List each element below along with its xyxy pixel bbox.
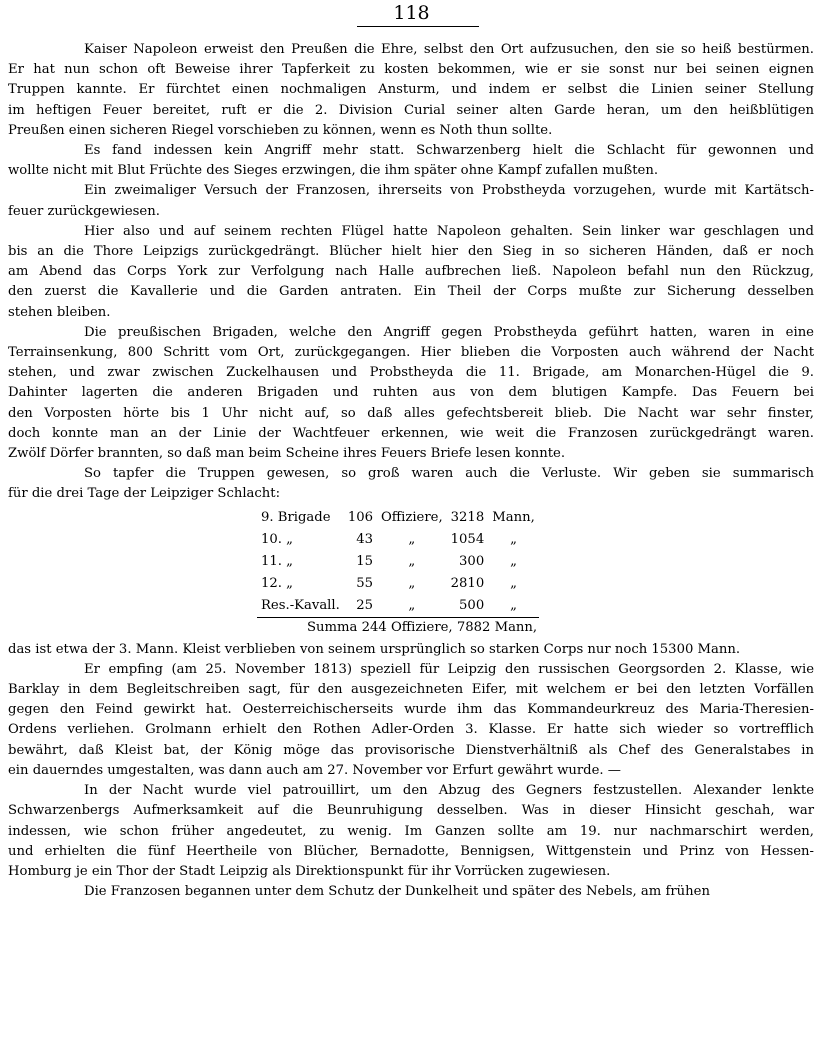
table-cell-men: 300: [459, 553, 485, 569]
table-cell-officers: 43: [356, 531, 373, 547]
text-line: Die Franzosen begannen unter dem Schutz der Dunkelheit und später des Nebels, am frühen: [84, 884, 710, 900]
text-line: am Abend das Corps York zur Verfolgung nach Halle aufbrechen ließ. Napoleon befahl nun den Rückzug,: [8, 264, 814, 280]
text-line: bis an die Thore Leipzigs zurückgedrängt. Blücher hielt hier den Sieg in so sicheren Händen, daß er noch: [8, 244, 814, 260]
text-line: ein dauerndes umgestalten, was dann auch am 27. November vor Erfurt gewährt wurde. —: [8, 762, 621, 778]
table-cell-officers-word: „: [408, 553, 416, 569]
page-number-rule: [357, 26, 479, 27]
losses-sum: Summa 244 Offiziere, 7882 Mann,: [307, 619, 538, 635]
text-line: Er empfing (am 25. November 1813) speziell für Leipzig den russischen Georgsorden 2. Klasse, wie: [84, 661, 814, 677]
text-line: den zuerst die Kavallerie und die Garden antraten. Ein Theil der Corps mußte zur Sicherung desselben: [8, 284, 814, 300]
table-row: [257, 529, 539, 551]
table-cell-officers-word: „: [408, 575, 416, 591]
text-line: Zwölf Dörfer brannten, so daß man beim Scheine ihres Feuers Briefe lesen konnte.: [8, 446, 566, 462]
text-line: Preußen einen sicheren Riegel vorschieben zu können, wenn es Noth thun sollte.: [8, 122, 553, 138]
text-line: für die drei Tage der Leipziger Schlacht:: [8, 486, 281, 502]
table-cell-men-word: „: [510, 597, 517, 613]
table-cell-unit: 9. Brigade: [261, 509, 331, 525]
text-line: das ist etwa der 3. Mann. Kleist verblieben von seinem ursprünglich so starken Corps nur noch 15300 Mann.: [8, 641, 741, 657]
text-line: wollte nicht mit Blut Früchte des Sieges erzwingen, die ihm später ohne Kampf zufallen mußten.: [8, 163, 659, 179]
paragraphs-top: [8, 40, 814, 505]
text-line: Terrainsenkung, 800 Schritt vom Ort, zurückgegangen. Hier blieben die Vorposten auch während der Nacht: [8, 345, 814, 361]
table-row: [257, 507, 539, 529]
text-line: bewährt, daß Kleist bat, der König möge das provisorische Dienstverhältniß als Chef des Generalstabes in: [8, 742, 814, 758]
text-line: den Vorposten hörte bis 1 Uhr nicht auf, so daß alles gefechtsbereit blieb. Die Nacht war sehr finster,: [8, 405, 814, 421]
text-line: Die preußischen Brigaden, welche den Angriff gegen Probstheyda geführt hatten, waren in eine: [84, 324, 814, 340]
text-line: Ordens verliehen. Grolmann erhielt den Rothen Adler-Orden 3. Klasse. Er hatte sich wieder so vortrefflich: [8, 722, 814, 738]
text-line: Hier also und auf seinem rechten Flügel hatte Napoleon gehalten. Sein linker war geschlagen und: [84, 223, 814, 239]
table-cell-officers-word: Offiziere,: [380, 509, 443, 525]
text-line: stehen, und zwar zwischen Zuckelhausen und Probstheyda die 11. Brigade, am Monarchen-Hügel die 9.: [8, 365, 814, 381]
table-cell-officers: 25: [356, 597, 373, 613]
table-cell-officers: 55: [356, 575, 373, 591]
table-cell-officers: 106: [347, 509, 373, 525]
table-cell-officers: 15: [356, 553, 373, 569]
text-line: indessen, wie schon früher angedeutet, zu wenig. Im Ganzen sollte am 19. nur nachmarschirt werden,: [8, 823, 814, 839]
body-text: [8, 40, 814, 902]
table-cell-officers-word: „: [408, 597, 416, 613]
text-line: gegen den Feind gewirkt hat. Oesterreichischerseits wurde ihm das Kommandeurkreuz des Maria-Theresien-: [8, 702, 814, 718]
table-cell-unit: 10. „: [261, 531, 293, 547]
text-line: Barklay in dem Begleitschreiben sagt, für den ausgezeichneten Eifer, mit welchem er bei den letzten Vorfällen: [8, 682, 814, 698]
table-cell-men: 3218: [450, 509, 485, 525]
table-cell-unit: 12. „: [261, 575, 293, 591]
text-line: Dahinter lagerten die anderen Brigaden und ruhten aus von dem blutigen Kampfe. Das Feuern bei: [8, 385, 814, 401]
table-cell-men: 1054: [450, 531, 485, 547]
text-line: im heftigen Feuer bereitet, ruft er die 2. Division Curial seiner alten Garde heran, um den heißblütigen: [8, 102, 814, 118]
table-row: [257, 551, 539, 573]
table-cell-men-word: Mann,: [492, 509, 535, 525]
text-line: Schwarzenbergs Aufmerksamkeit auf die Beunruhigung desselben. Was in dieser Hinsicht geschah, war: [8, 803, 814, 819]
page-number: 118: [393, 2, 430, 24]
text-line: Truppen kannte. Er fürchtet einen nochmaligen Ansturm, und indem er selbst die Linien seiner Stellung: [8, 82, 814, 98]
paragraphs-bottom: [8, 640, 814, 903]
text-line: doch konnte man an der Linie der Wachtfeuer erkennen, wie weit die Franzosen zurückgedrängt waren.: [8, 425, 814, 441]
text-line: In der Nacht wurde viel patrouillirt, um den Abzug des Gegners festzustellen. Alexander lenkte: [84, 783, 814, 799]
text-line: feuer zurückgewiesen.: [8, 203, 160, 219]
text-line: Kaiser Napoleon erweist den Preußen die Ehre, selbst den Ort aufzusuchen, den sie so heiß bestürmen.: [84, 42, 814, 57]
table-row: [257, 595, 539, 618]
text-line: Ein zweimaliger Versuch der Franzosen, ihrerseits von Probstheyda vorzugehen, wurde mit Kartätsch-: [84, 183, 814, 199]
table-cell-men-word: „: [510, 531, 517, 547]
table-cell-men: 2810: [450, 575, 485, 591]
table-cell-unit: 11. „: [261, 553, 293, 569]
text-line: und erhielten die fünf Heertheile von Blücher, Bernadotte, Bennigsen, Wittgenstein und Prinz von Hessen-: [8, 843, 814, 859]
table-cell-men-word: „: [510, 553, 517, 569]
text-line: Es fand indessen kein Angriff mehr statt. Schwarzenberg hielt die Schlacht für gewonnen und: [84, 143, 814, 159]
text-line: stehen bleiben.: [8, 304, 111, 320]
text-line: Homburg je ein Thor der Stadt Leipzig als Direktionspunkt für ihr Vorrücken zugewiesen.: [8, 863, 611, 879]
text-line: Er hat nun schon oft Beweise ihrer Tapferkeit zu kosten bekommen, wie er sie sonst nur bei seinen eignen: [8, 62, 814, 78]
table-cell-unit: Res.-Kavall.: [261, 597, 340, 613]
table-cell-men-word: „: [510, 575, 517, 591]
losses-table: [257, 507, 539, 618]
table-cell-officers-word: „: [408, 531, 416, 547]
table-row: [257, 573, 539, 595]
text-line: So tapfer die Truppen gewesen, so groß waren auch die Verluste. Wir geben sie summarisch: [84, 466, 814, 482]
table-cell-men: 500: [459, 597, 485, 613]
